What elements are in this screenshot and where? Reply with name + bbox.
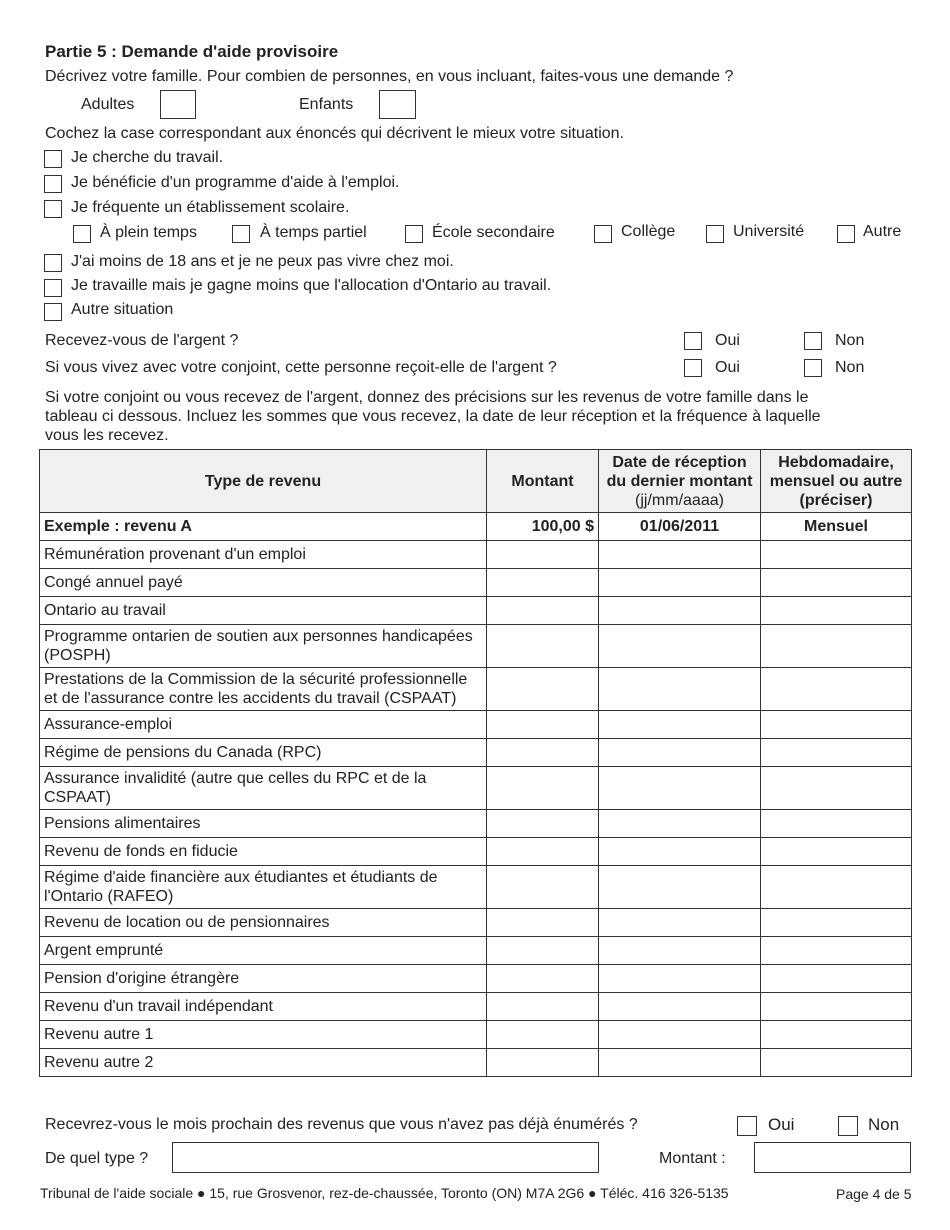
- footer-address: Tribunal de l'aide sociale ● 15, rue Grosvenor, rez-de-chaussée, Toronto (ON) M7A 2G6 ● Téléc. 416 326-5135: [40, 1185, 729, 1201]
- income-row: [40, 711, 912, 739]
- income-amount-cell[interactable]: [487, 866, 599, 909]
- income-frequency-cell[interactable]: [761, 909, 912, 937]
- income-type-cell: Ontario au travail: [40, 597, 487, 625]
- income-frequency-cell[interactable]: [761, 1049, 912, 1077]
- other-situation-label: Autre situation: [71, 301, 174, 318]
- example-type: Exemple : revenu A: [40, 513, 487, 541]
- income-date-cell[interactable]: [599, 866, 761, 909]
- income-row: [40, 739, 912, 767]
- income-date-cell[interactable]: [599, 668, 761, 711]
- income-row: [40, 597, 912, 625]
- header-date-line-3: (jj/mm/aaaa): [635, 491, 724, 509]
- income-row: [40, 909, 912, 937]
- income-row: [40, 1021, 912, 1049]
- full-time-label: À plein temps: [100, 224, 197, 241]
- example-amount: 100,00 $: [487, 513, 599, 541]
- income-row: [40, 668, 912, 711]
- working-less-checkbox[interactable]: [44, 279, 62, 297]
- income-date-cell[interactable]: [599, 810, 761, 838]
- income-type-input[interactable]: [172, 1142, 599, 1173]
- income-amount-cell[interactable]: [487, 541, 599, 569]
- income-amount-cell[interactable]: [487, 739, 599, 767]
- income-type-cell: Revenu de fonds en fiducie: [40, 838, 487, 866]
- income-type-cell: Assurance invalidité (autre que celles du RPC et de la CSPAAT): [40, 767, 487, 810]
- spouse-no-label: Non: [835, 359, 865, 376]
- amount-input[interactable]: [754, 1142, 911, 1173]
- children-input[interactable]: [379, 90, 416, 119]
- income-frequency-cell[interactable]: [761, 1021, 912, 1049]
- income-amount-cell[interactable]: [487, 1049, 599, 1077]
- income-row: [40, 993, 912, 1021]
- income-date-cell[interactable]: [599, 569, 761, 597]
- income-type-cell: Rémunération provenant d'un emploi: [40, 541, 487, 569]
- income-amount-cell[interactable]: [487, 838, 599, 866]
- other-situation-checkbox[interactable]: [44, 303, 62, 321]
- income-frequency-cell[interactable]: [761, 767, 912, 810]
- income-frequency-cell[interactable]: [761, 937, 912, 965]
- next-month-yes-checkbox[interactable]: [737, 1116, 757, 1136]
- income-date-cell[interactable]: [599, 767, 761, 810]
- income-row: [40, 1049, 912, 1077]
- income-frequency-cell[interactable]: [761, 866, 912, 909]
- working-less-label: Je travaille mais je gagne moins que l'allocation d'Ontario au travail.: [71, 277, 552, 294]
- income-date-cell[interactable]: [599, 1049, 761, 1077]
- income-frequency-cell[interactable]: [761, 597, 912, 625]
- income-date-cell[interactable]: [599, 937, 761, 965]
- income-date-cell[interactable]: [599, 739, 761, 767]
- secondary-school-label: École secondaire: [432, 224, 555, 241]
- example-row: [40, 513, 912, 541]
- income-date-cell[interactable]: [599, 909, 761, 937]
- money-yes-checkbox[interactable]: [684, 332, 702, 350]
- income-instruction-line-1: Si votre conjoint ou vous recevez de l'argent, donnez des précisions sur les revenus de votre famille dans le: [45, 389, 809, 406]
- income-row: [40, 810, 912, 838]
- next-month-yes-label: Oui: [768, 1115, 795, 1134]
- income-frequency-cell[interactable]: [761, 625, 912, 668]
- income-date-cell[interactable]: [599, 838, 761, 866]
- school-label: Je fréquente un établissement scolaire.: [71, 199, 350, 216]
- income-amount-cell[interactable]: [487, 937, 599, 965]
- header-freq-line-3: (préciser): [799, 491, 873, 509]
- money-yes-label: Oui: [715, 332, 740, 349]
- income-date-cell[interactable]: [599, 711, 761, 739]
- next-month-question: Recevrez-vous le mois prochain des revenus que vous n'avez pas déjà énumérés ?: [45, 1116, 638, 1133]
- income-date-cell[interactable]: [599, 965, 761, 993]
- college-label: Collège: [621, 223, 676, 240]
- income-frequency-cell[interactable]: [761, 541, 912, 569]
- income-amount-cell[interactable]: [487, 993, 599, 1021]
- income-instruction-line-3: vous les recevez.: [45, 427, 169, 444]
- university-checkbox[interactable]: [706, 225, 724, 243]
- university-label: Université: [733, 223, 805, 240]
- income-type-cell: Régime de pensions du Canada (RPC): [40, 739, 487, 767]
- income-frequency-cell[interactable]: [761, 569, 912, 597]
- header-freq-line-1: Hebdomadaire,: [778, 453, 894, 471]
- part-time-label: À temps partiel: [260, 224, 367, 241]
- under-18-label: J'ai moins de 18 ans et je ne peux pas vivre chez moi.: [71, 253, 454, 270]
- income-type-cell: Argent emprunté: [40, 937, 487, 965]
- income-instruction-line-2: tableau ci dessous. Incluez les sommes que vous recevez, la date de leur réception et la fréquence à laquelle: [45, 408, 821, 425]
- spouse-no-checkbox[interactable]: [804, 359, 822, 377]
- employment-program-label: Je bénéficie d'un programme d'aide à l'emploi.: [71, 174, 400, 191]
- children-label: Enfants: [299, 96, 354, 113]
- school-checkbox[interactable]: [44, 200, 62, 218]
- income-date-cell[interactable]: [599, 625, 761, 668]
- income-frequency-cell[interactable]: [761, 993, 912, 1021]
- income-type-cell: Revenu autre 2: [40, 1049, 487, 1077]
- income-type-cell: Revenu d'un travail indépendant: [40, 993, 487, 1021]
- income-type-cell: Revenu autre 1: [40, 1021, 487, 1049]
- spouse-yes-checkbox[interactable]: [684, 359, 702, 377]
- income-frequency-cell[interactable]: [761, 668, 912, 711]
- income-amount-cell[interactable]: [487, 668, 599, 711]
- income-frequency-cell[interactable]: [761, 838, 912, 866]
- income-amount-cell[interactable]: [487, 625, 599, 668]
- income-row: [40, 541, 912, 569]
- header-date-line-2: du dernier montant: [606, 472, 753, 490]
- income-amount-cell[interactable]: [487, 767, 599, 810]
- income-frequency-cell[interactable]: [761, 711, 912, 739]
- header-frequency: [761, 450, 912, 513]
- income-date-cell[interactable]: [599, 597, 761, 625]
- family-question: Décrivez votre famille. Pour combien de personnes, en vous incluant, faites-vous une demande ?: [45, 68, 734, 85]
- income-amount-cell[interactable]: [487, 597, 599, 625]
- income-row: [40, 838, 912, 866]
- job-search-label: Je cherche du travail.: [71, 149, 224, 166]
- income-frequency-cell[interactable]: [761, 810, 912, 838]
- page-number: Page 4 de 5: [836, 1186, 912, 1202]
- under-18-checkbox[interactable]: [44, 254, 62, 272]
- header-freq-line-2: mensuel ou autre: [769, 472, 903, 490]
- next-month-no-label: Non: [868, 1115, 900, 1134]
- income-row: [40, 965, 912, 993]
- adults-input[interactable]: [160, 90, 196, 119]
- full-time-checkbox[interactable]: [73, 225, 91, 243]
- spouse-question: Si vous vivez avec votre conjoint, cette personne reçoit-elle de l'argent ?: [45, 359, 557, 376]
- income-amount-cell[interactable]: [487, 569, 599, 597]
- other-school-checkbox[interactable]: [837, 225, 855, 243]
- spouse-yes-label: Oui: [715, 359, 740, 376]
- next-month-no-checkbox[interactable]: [838, 1116, 858, 1136]
- income-type-cell: Revenu de location ou de pensionnaires: [40, 909, 487, 937]
- income-frequency-cell[interactable]: [761, 965, 912, 993]
- income-type-cell: Programme ontarien de soutien aux personnes handicapées (POSPH): [40, 625, 487, 668]
- example-date: 01/06/2011: [599, 513, 761, 541]
- money-no-label: Non: [835, 332, 865, 349]
- income-type-cell: Assurance-emploi: [40, 711, 487, 739]
- income-row: [40, 569, 912, 597]
- income-table: [39, 449, 912, 1077]
- income-row: [40, 625, 912, 668]
- income-instruction: [45, 388, 821, 445]
- income-date-cell[interactable]: [599, 993, 761, 1021]
- income-amount-cell[interactable]: [487, 1021, 599, 1049]
- income-row: [40, 937, 912, 965]
- example-frequency: Mensuel: [761, 513, 912, 541]
- income-type-cell: Pension d'origine étrangère: [40, 965, 487, 993]
- job-search-checkbox[interactable]: [44, 150, 62, 168]
- header-amount: Montant: [487, 450, 599, 513]
- type-label: De quel type ?: [45, 1150, 149, 1167]
- income-type-cell: Régime d'aide financière aux étudiantes et étudiants de l'Ontario (RAFEO): [40, 866, 487, 909]
- college-checkbox[interactable]: [594, 225, 612, 243]
- header-date: [599, 450, 761, 513]
- income-date-cell[interactable]: [599, 1021, 761, 1049]
- income-amount-cell[interactable]: [487, 965, 599, 993]
- header-date-line-1: Date de réception: [612, 453, 747, 471]
- situation-instruction: Cochez la case correspondant aux énoncés qui décrivent le mieux votre situation.: [45, 125, 624, 142]
- employment-program-checkbox[interactable]: [44, 175, 62, 193]
- income-row: [40, 767, 912, 810]
- money-no-checkbox[interactable]: [804, 332, 822, 350]
- amount-label: Montant :: [659, 1150, 726, 1167]
- income-type-cell: Prestations de la Commission de la sécurité professionnelle et de l'assurance contre les accidents du travail (CSPAAT): [40, 668, 487, 711]
- income-date-cell[interactable]: [599, 541, 761, 569]
- other-school-label: Autre: [863, 223, 902, 240]
- income-frequency-cell[interactable]: [761, 739, 912, 767]
- secondary-school-checkbox[interactable]: [405, 225, 423, 243]
- income-amount-cell[interactable]: [487, 909, 599, 937]
- adults-label: Adultes: [81, 96, 135, 113]
- section-title: Partie 5 : Demande d'aide provisoire: [45, 42, 339, 61]
- income-type-cell: Congé annuel payé: [40, 569, 487, 597]
- header-type: Type de revenu: [40, 450, 487, 513]
- income-amount-cell[interactable]: [487, 711, 599, 739]
- part-time-checkbox[interactable]: [232, 225, 250, 243]
- money-question: Recevez-vous de l'argent ?: [45, 332, 239, 349]
- income-amount-cell[interactable]: [487, 810, 599, 838]
- income-row: [40, 866, 912, 909]
- income-type-cell: Pensions alimentaires: [40, 810, 487, 838]
